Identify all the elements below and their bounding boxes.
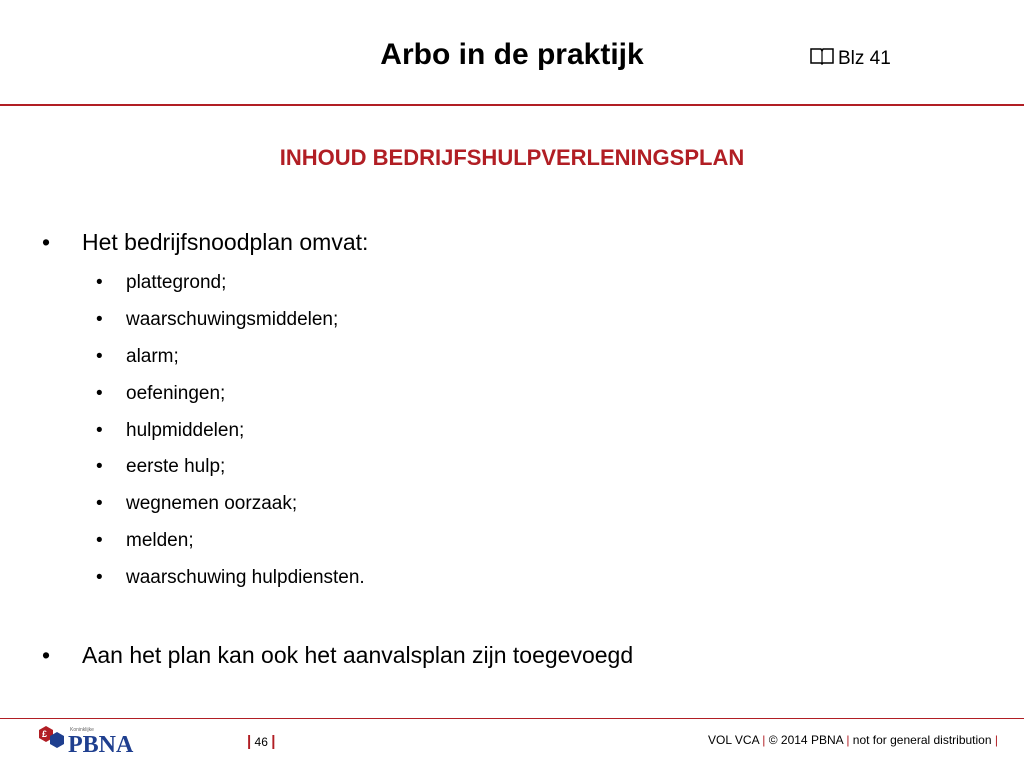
list-item: • waarschuwingsmiddelen; [96, 302, 365, 339]
bullet-icon: • [96, 308, 103, 330]
page-number: | 46 | [247, 733, 276, 750]
copyright: © 2014 PBNA [768, 733, 843, 747]
list-item: • eerste hulp; [96, 449, 365, 486]
closing-bullet [42, 642, 633, 669]
bullet-icon: • [42, 229, 51, 255]
svg-text:Koninklijke: Koninklijke [70, 727, 94, 733]
bullet-icon: • [96, 272, 103, 293]
list-item: • hulpmiddelen; [96, 413, 365, 450]
footer-divider [0, 718, 1024, 719]
slide-title: Arbo in de praktijk [380, 38, 644, 71]
distribution-notice: not for general distribution [852, 733, 992, 747]
footer-text: VOL VCA | © 2014 PBNA | not for general distribution | [708, 733, 998, 747]
bullet-icon: • [96, 567, 103, 589]
bullet-icon: • [96, 419, 103, 441]
bullet-icon: • [96, 345, 103, 367]
intro-bullet [42, 229, 368, 256]
bullet-icon: • [96, 456, 103, 478]
course-name: VOL VCA [708, 733, 759, 747]
list-item: • oefeningen; [96, 376, 365, 413]
svg-text:£: £ [42, 729, 48, 739]
page-reference-label: Blz 41 [838, 48, 891, 69]
pbna-logo [36, 722, 146, 761]
page-reference [810, 47, 891, 71]
list-item: • melden; [96, 523, 365, 560]
intro-text: Het bedrijfsnoodplan omvat: [82, 229, 369, 255]
pbna-logo-text: PBNA [68, 732, 134, 756]
list-item: • waarschuwing hulpdiensten. [96, 560, 365, 597]
bullet-icon: • [42, 642, 51, 668]
closing-text: Aan het plan kan ook het aanvalsplan zijn toegevoegd [82, 642, 634, 668]
bullet-icon: • [96, 382, 103, 404]
header-divider [0, 104, 1024, 106]
section-heading: INHOUD BEDRIJFSHULPVERLENINGSPLAN [279, 145, 745, 170]
book-icon [810, 47, 834, 71]
bullet-icon: • [96, 530, 103, 552]
list-item: • plattegrond; [96, 265, 365, 302]
list-item: • alarm; [96, 339, 365, 376]
list-item: • wegnemen oorzaak; [96, 486, 365, 523]
plan-contents-list [96, 265, 365, 597]
bullet-icon: • [96, 493, 103, 515]
